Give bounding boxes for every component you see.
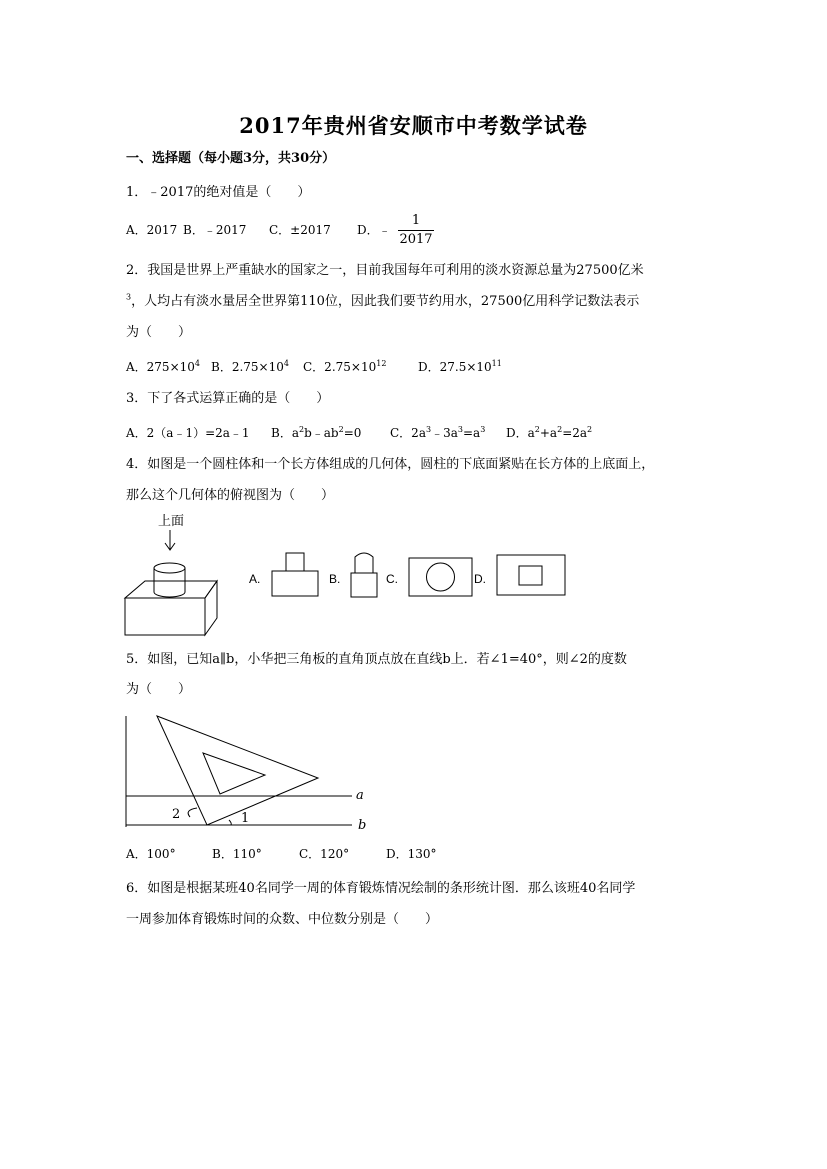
q1-option-a: A．2017 (126, 223, 178, 237)
superscript: 4 (283, 359, 289, 368)
q5-option-d: D．130° (386, 847, 437, 861)
superscript: 12 (376, 359, 387, 368)
text: +a (539, 426, 558, 440)
angle-2-label: 2 (172, 807, 181, 822)
text: =a (462, 426, 481, 440)
text: C．2.75×10 (303, 360, 377, 374)
text: ﹣3a (431, 426, 458, 440)
text: D．a (506, 426, 535, 440)
angle-1-arc (229, 820, 231, 825)
text: B．2.75×10 (211, 360, 284, 374)
question-4-line-2: 那么这个几何体的俯视图为（ ） (126, 488, 335, 503)
superscript: 2 (587, 425, 593, 434)
text: b﹣ab (304, 426, 339, 440)
superscript: 4 (194, 359, 200, 368)
question-5-line-1: 5．如图，已知a∥b，小华把三角板的直角顶点放在直线b上．若∠1=40°，则∠2的度数 (126, 652, 627, 667)
superscript: 2 (338, 425, 344, 434)
q1-option-c: C．±2017 (269, 223, 331, 237)
fraction-denominator: 2017 (399, 232, 433, 247)
text: ，人均占有淡水量居全世界第110位，因此我们要节约用水，27500亿用科学记数法表示 (131, 294, 640, 309)
q4-option-c-label: C. (386, 572, 398, 586)
text: A．275×10 (126, 360, 195, 374)
angle-1-label: 1 (241, 811, 250, 826)
q3-option-a: A．2（a﹣1）=2a﹣1 (126, 426, 250, 440)
superscript: 11 (491, 359, 502, 368)
question-6-line-2: 一周参加体育锻炼时间的众数、中位数分别是（ ） (126, 912, 439, 927)
superscript: 3 (425, 425, 432, 434)
q1-option-b: B．﹣2017 (183, 223, 247, 237)
text: =2a (562, 426, 588, 440)
fraction-numerator: 1 (398, 212, 434, 231)
question-5-line-2: 为（ ） (126, 682, 192, 697)
q5-option-b: B．110° (212, 847, 262, 861)
view-direction-label: 上面 (158, 513, 185, 528)
text: D．27.5×10 (418, 360, 492, 374)
question-2-line-1: 2．我国是世界上严重缺水的国家之一，目前我国每年可利用的淡水资源总量为27500亿米 (126, 263, 644, 278)
question-4-line-1: 4．如图是一个圆柱体和一个长方体组成的几何体，圆柱的下底面紧贴在长方体的上底面上， (126, 457, 655, 472)
question-6-line-1: 6．如图是根据某班40名同学一周的体育锻炼情况绘制的条形统计图．那么该班40名同学 (126, 881, 636, 896)
angle-2-arc (188, 808, 197, 817)
superscript: 2 (298, 425, 305, 434)
text: C．2a (390, 426, 426, 440)
q5-option-c: C．120° (299, 847, 350, 861)
triangle-outer (157, 716, 318, 825)
superscript: 2 (557, 425, 563, 434)
line-a-label: a (356, 788, 364, 803)
superscript: 3 (126, 292, 132, 302)
question-1-stem: 1．﹣2017的绝对值是（ ） (126, 185, 311, 200)
line-b-label: b (358, 818, 367, 833)
text: =0 (343, 426, 362, 440)
question-2-line-3: 为（ ） (126, 325, 192, 340)
q4-option-a-label: A. (249, 572, 261, 586)
section-heading: 一、选择题（每小题3分，共30分） (126, 151, 336, 166)
q1-option-d: D．﹣ (357, 223, 391, 237)
text: B．a (271, 426, 299, 440)
superscript: 3 (457, 425, 463, 434)
q5-option-a: A．100° (126, 847, 176, 861)
triangle-inner (203, 753, 265, 794)
question-3-stem: 3．下了各式运算正确的是（ ） (126, 391, 330, 406)
q4-option-b-label: B. (329, 572, 341, 586)
q4-option-d-label: D. (474, 572, 486, 586)
page-title: 2017年贵州省安顺市中考数学试卷 (239, 113, 588, 138)
superscript: 3 (480, 425, 486, 434)
superscript: 2 (534, 425, 540, 434)
